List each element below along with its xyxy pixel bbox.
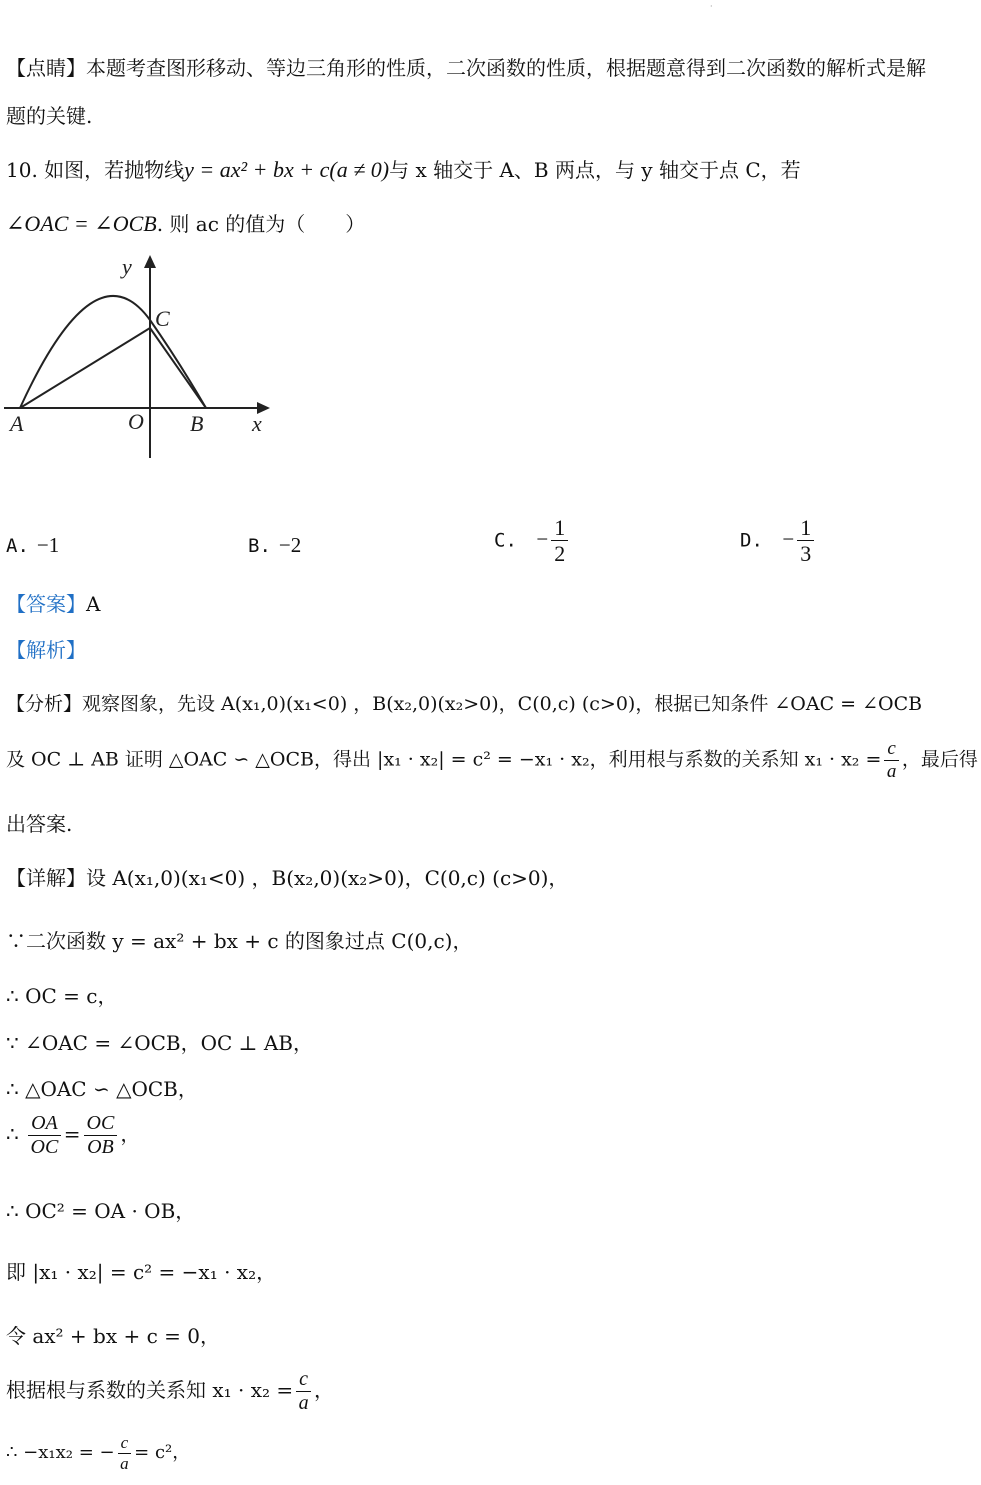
xiangjie-line-6-prefix: ∴ [6, 1122, 19, 1146]
xiangjie-line-2: ∵二次函数 y = ax² + bx + c 的图象过点 C(0,c)， [6, 929, 473, 953]
option-a[interactable] [6, 533, 59, 558]
xiangjie-line-6 [6, 1112, 140, 1159]
fenxi-text-1: 观察图象，先设 A(x₁,0)(x₁<0) ，B(x₂,0)(x₂>0)，C(0,c) (c>0)，根据已知条件 ∠OAC = ∠OCB [82, 693, 923, 715]
fenxi-line-1 [6, 689, 922, 716]
option-a-label: A. [6, 535, 29, 557]
xiangjie-line-6-suffix: ， [120, 1122, 141, 1146]
point-b-label: B [190, 411, 204, 436]
question-stem-line-2 [6, 208, 365, 237]
xiangjie-line-9: 令 ax² + bx + c = 0， [6, 1324, 221, 1348]
fenxi-tag: 【分析】 [6, 693, 83, 715]
dianjing-tag: 【点睛】 [6, 56, 86, 80]
option-b[interactable] [248, 533, 301, 558]
option-c[interactable] [494, 515, 571, 567]
final-fraction: $\frac{c}{a}$ [118, 1433, 132, 1473]
option-b-label: B. [248, 535, 271, 557]
xiangjie-line-11-suffix: = c²， [134, 1442, 191, 1464]
point-c-label: C [155, 306, 170, 331]
option-d-sign: − [782, 527, 795, 552]
fenxi-text-2b: ，最后得 [901, 748, 978, 771]
option-c-sign: − [536, 527, 549, 552]
option-c-fraction: $\frac{1}{2}$ [551, 515, 568, 567]
answer-line [6, 588, 100, 617]
xiangjie-line-7: ∴ OC² = OA · OB， [6, 1199, 196, 1223]
answer-value: A [86, 592, 101, 616]
xiangjie-line-10 [6, 1368, 334, 1415]
question-stem-2: . 则 ac 的值为（ ） [156, 212, 366, 236]
xiangjie-text-1: 设 A(x₁,0)(x₁<0) ，B(x₂,0)(x₂>0)，C(0,c) (c>0)， [86, 866, 569, 890]
xiangjie-line-3: ∴ OC = c， [6, 984, 118, 1008]
option-d-fraction: $\frac{1}{3}$ [797, 515, 814, 567]
y-axis-arrow [144, 255, 156, 268]
fenxi-line-2 [6, 738, 978, 783]
roots-product-fraction: $\frac{c}{a}$ [296, 1368, 311, 1415]
option-c-label: C. [494, 529, 517, 552]
x-axis-label: x [252, 411, 262, 436]
dianjing-text-1: 本题考查图形移动、等边三角形的性质，二次函数的性质，根据题意得到二次函数的解析式是解 [86, 56, 926, 80]
fenxi-text-2a: 及 OC ⊥ AB 证明 △OAC ∽ △OCB，得出 |x₁ · x₂| = c² = −x₁ · x₂，利用根与系数的关系知 x₁ · x₂ = [6, 748, 882, 771]
xiangjie-tag: 【详解】 [6, 866, 86, 890]
xiangjie-line-1 [6, 862, 568, 891]
question-stem-1a: 如图，若抛物线 [44, 158, 185, 182]
option-a-value: −1 [36, 533, 60, 557]
xiangjie-line-11-prefix: ∴ −x₁x₂ = − [6, 1442, 115, 1464]
ratio-oa-oc: $\frac{OA}{OC}$ [28, 1112, 61, 1159]
xiangjie-line-11 [6, 1433, 190, 1473]
xiangjie-line-8: 即 |x₁ · x₂| = c² = −x₁ · x₂， [6, 1260, 277, 1284]
question-number: 10. [6, 158, 38, 182]
angle-equation: ∠OAC = ∠OCB [6, 211, 157, 236]
xiangjie-line-5: ∴ △OAC ∽ △OCB， [6, 1077, 198, 1101]
ratio-equals: = [63, 1122, 81, 1146]
parabola-figure [0, 250, 290, 465]
point-o-label: O [128, 409, 144, 434]
parabola-expression: y = ax² + bx + c(a ≠ 0) [184, 157, 390, 182]
dianjing-line-1 [6, 52, 926, 81]
fenxi-line-3: 出答案. [6, 812, 73, 836]
analysis-tag: 【解析】 [6, 638, 86, 662]
dianjing-line-2: 题的关键. [6, 104, 93, 128]
y-axis-label: y [122, 254, 132, 279]
ratio-oc-ob: $\frac{OC}{OB}$ [84, 1112, 118, 1159]
segment-cb [150, 328, 206, 408]
option-b-value: −2 [278, 533, 302, 557]
option-d-label: D. [740, 529, 763, 552]
answer-tag: 【答案】 [6, 592, 86, 616]
scan-dot: · [710, 2, 713, 11]
question-stem-1b: 与 x 轴交于 A、B 两点，与 y 轴交于点 C，若 [389, 158, 801, 182]
fenxi-fraction: $\frac{c}{a}$ [884, 738, 898, 783]
xiangjie-line-10-prefix: 根据根与系数的关系知 x₁ · x₂ = [6, 1378, 294, 1402]
xiangjie-line-10-suffix: ， [314, 1378, 335, 1402]
xiangjie-line-4: ∵ ∠OAC = ∠OCB，OC ⊥ AB， [6, 1031, 313, 1055]
question-stem-line-1 [6, 154, 801, 183]
point-a-label: A [10, 411, 24, 436]
option-d[interactable] [740, 515, 817, 567]
